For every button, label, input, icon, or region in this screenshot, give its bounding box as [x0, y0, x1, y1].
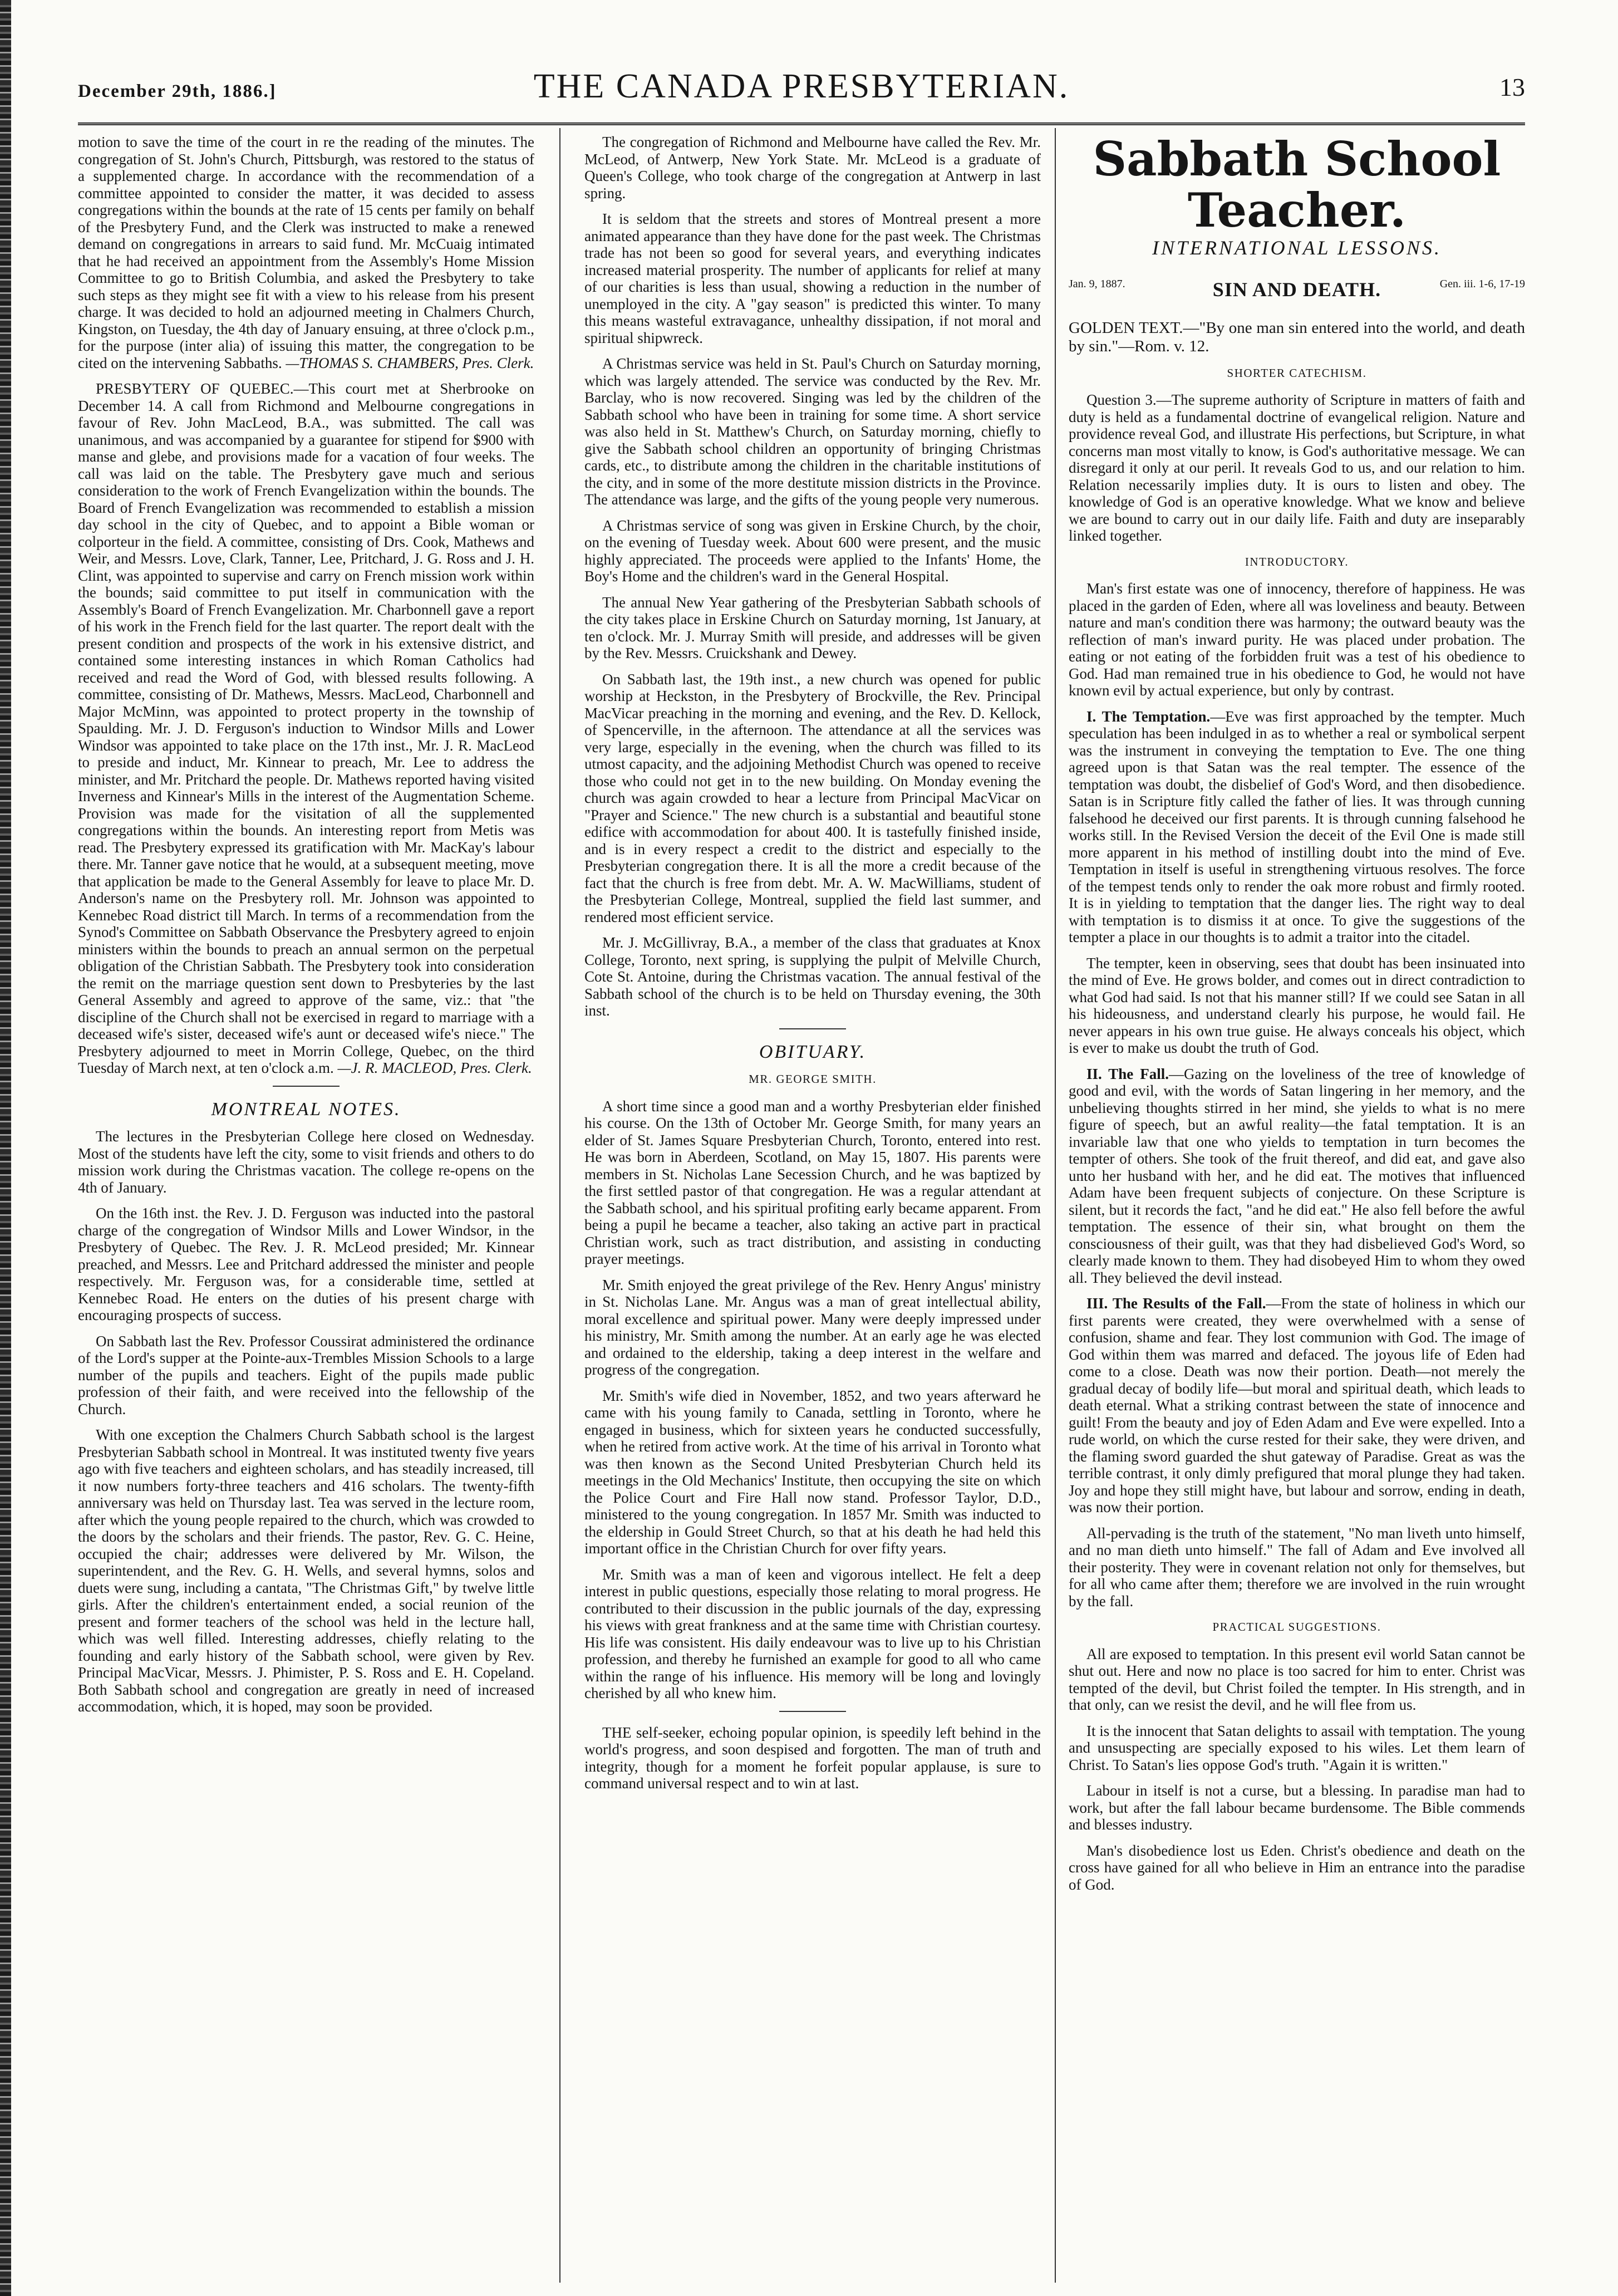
article-paragraph: The lectures in the Presbyterian College here closed on Wednesday. Most of the students have left the city, some to visit friends and others to do mission work during the Christmas vacation. The college re-opens on the 4th of January.	[78, 1128, 534, 1196]
masthead-rule	[78, 122, 1525, 125]
article-paragraph: Question 3.—The supreme authority of Scripture in matters of faith and duty is held as a fundamental doctrine of evangelical religion. Nature and providence reveal God, and illustrate His perfections, but Scripture, in what concerns man most vitally to know, is God's authoritative message. We can disregard it only at our peril. It reveals God to us, and our relation to him. Relation necessarily implies duty. It is ours to listen and obey. The knowledge of God is an operative knowledge. What we know and believe we are bound to carry out in our daily life. Faith and duty are inseparably linked together.	[1069, 391, 1525, 544]
section-title: Sabbath School Teacher.	[1093, 134, 1501, 238]
article-paragraph: The congregation of Richmond and Melbourne have called the Rev. Mr. McLeod, of Antwerp, New York State. Mr. McLeod is a graduate of Queen's College, who took charge of the congregation at Antwerp in last spring.	[584, 134, 1041, 202]
article-paragraph: On the 16th inst. the Rev. J. D. Ferguson was inducted into the pastoral charge of the congregation of Windsor Mills and Lower Windsor, in the Presbytery of Quebec. The Rev. J. R. McLeod presided; Mr. Kinnear preached, and Messrs. Lee and Pritchard addressed the minister and people respectively. Mr. Ferguson was, for a considerable time, settled at Kennebec Road. He enters on the duties of his present charge with encouraging prospects of success.	[78, 1205, 534, 1323]
lesson-header	[1069, 276, 1525, 315]
article-paragraph: THE self-seeker, echoing popular opinion, is speedily left behind in the world's progress, and soon despised and forgotten. The man of truth and integrity, though for a moment he forfeit popular applause, is sure to command universal respect and to win at last.	[584, 1724, 1041, 1792]
article-paragraph: A Christmas service of song was given in Erskine Church, by the choir, on the evening of Tuesday week. About 600 were present, and the music highly appreciated. The proceeds were applied to the Infants' Home, the Boy's Home and the children's ward in the General Hospital.	[584, 517, 1041, 585]
article-paragraph: Mr. Smith's wife died in November, 1852, and two years afterward he came with his young family to Canada, settling in Toronto, where he engaged in business, which for sixteen years he conducted successfully, when he retired from active work. At the time of his arrival in Toronto what was then known as the Second United Presbyterian Church held its meetings in the Old Mechanics' Institute, then occupying the site on which the Police Court and Fire Hall now stand. Professor Taylor, D.D., ministered to the young congregation. In 1857 Mr. Smith was inducted to the eldership in Gould Street Church, so that at his death he had held this important office in the Christian Church for over fifty years.	[584, 1387, 1041, 1557]
article-paragraph: On Sabbath last, the 19th inst., a new church was opened for public worship at Heckston, in the Presbytery of Brockville, the Rev. Principal MacVicar preaching in the morning and evening, and the Rev. D. Kellock, of Spencerville, in the afternoon. The attendance at all the services was very large, especially in the evening, when the church was filled to its utmost capacity, and the adjoining Methodist Church was opened to receive those who could not get in to the new building. On Monday evening the church was again crowded to hear a lecture from Principal MacVicar on "Prayer and Science." The new church is a substantial and beautiful stone edifice with accommodation for about 400. It is tastefully finished inside, and is in every respect a credit to the district and especially to the Presbyterian congregation there. It is all the more a credit because of the fact that the church is free from debt. Mr. A. W. MacWilliams, student of the Presbyterian College, Montreal, supplied the field last summer, and rendered most efficient service.	[584, 670, 1041, 925]
lesson-title: SIN AND DEATH.	[1212, 278, 1381, 301]
column-1	[78, 134, 534, 2283]
article-paragraph: Mr. Smith enjoyed the great privilege of the Rev. Henry Angus' ministry in St. Nicholas Lane. Mr. Angus was a man of great intellectual ability, moral excellence and spiritual power. Many were deeply impressed under his ministry, Mr. Smith among the number. At an early age he was elected and ordained to the eldership, taking a deep interest in the welfare and progress of the congregation.	[584, 1276, 1041, 1378]
article-paragraph: motion to save the time of the court in re the reading of the minutes. The congregation of St. John's Church, Pittsburgh, was restored to the status of a supplemented charge. In accordance with the recommendation of a committee appointed to consider the matter, it was decided to assess congregations within the bounds at the rate of 15 cents per family on behalf of the Presbytery Fund, and the Clerk was instructed to make a renewed demand on congregations in arrears to said fund. Mr. McCuaig intimated that he had received an appointment from the Assembly's Home Mission Committee to go to British Columbia, and asked the Presbytery to take such steps as they might see fit with a view to his release from his present charge. It was decided to hold an adjourned meeting in Chalmers Church, Kingston, on Tuesday, the 4th day of January ensuing, at three o'clock p.m., for the purpose (inter alia) of issuing this matter, the congregation to be cited on the intervening Sabbaths. —THOMAS S. CHAMBERS, Pres. Clerk.	[78, 134, 534, 371]
article-paragraph: All are exposed to temptation. In this present evil world Satan cannot be shut out. Here and now no place is too sacred for him to enter. Christ was tempted of the devil, but Christ foiled the tempter. In His strength, and in that only, can we resist the devil, and he will flee from us.	[1069, 1645, 1525, 1713]
catechism-heading: SHORTER CATECHISM.	[1227, 366, 1367, 380]
obituary-subject: MR. GEORGE SMITH.	[749, 1072, 877, 1086]
article-paragraph: It is seldom that the streets and stores of Montreal present a more animated appearance than they have done for the past week. The Christmas trade has not been so good for several years, and everything indicates increased material prosperity. The number of applicants for relief at many of our charities is less than usual, showing a reduction in the number of unemployed in the city. A "gay season" is predicted this winter. To many this means wasteful extravagance, unhealthy dissipation, if not moral and spiritual shipwreck.	[584, 210, 1041, 346]
column-2	[584, 134, 1041, 2283]
masthead	[78, 67, 1525, 111]
obituary-heading: OBITUARY.	[759, 1041, 867, 1062]
scan-edge	[0, 0, 11, 2296]
article-paragraph: Man's first estate was one of innocency, therefore of happiness. He was placed in the garden of Eden, where all was loveliness and beauty. Between nature and man's condition there was harmony; the outward beauty was the reflection of man's inward purity. He was placed under probation. The eating or not eating of the forbidden fruit was a test of his obedience to God. Had man remained true in his obedience to God, he would not have known evil by actual experience, but only by contrast.	[1069, 580, 1525, 699]
page-number: 13	[1499, 73, 1525, 101]
section-rule	[779, 1028, 846, 1029]
section-subtitle: INTERNATIONAL LESSONS.	[1152, 237, 1442, 259]
article-paragraph: Man's disobedience lost us Eden. Christ's obedience and death on the cross have gained for all who believe in Him an entrance into the paradise of God.	[1069, 1842, 1525, 1893]
article-paragraph: All-pervading is the truth of the statement, "No man liveth unto himself, and no man dieth unto himself." The fall of Adam and Eve involved all their posterity. They were in covenant relation not only for themselves, but for all who came after them; therefore we are involved in the ruin wrought by the fall.	[1069, 1524, 1525, 1610]
practical-suggestions-heading: PRACTICAL SUGGESTIONS.	[1212, 1620, 1381, 1633]
golden-text: GOLDEN TEXT.—"By one man sin entered into the world, and death by sin."—Rom. v. 12.	[1069, 318, 1525, 355]
article-paragraph: Mr. J. McGillivray, B.A., a member of the class that graduates at Knox College, Toronto, next spring, is supplying the pulpit of Melville Church, Cote St. Antoine, during the Christmas vacation. The annual festival of the Sabbath school of the church is to be held on Thursday evening, the 30th inst.	[584, 934, 1041, 1019]
article-paragraph: It is the innocent that Satan delights to assail with temptation. The young and unsuspecting are specially exposed to his wiles. Let them learn of Christ. To Satan's lies oppose God's truth. "Again it is written."	[1069, 1722, 1525, 1773]
article-paragraph: PRESBYTERY OF QUEBEC.—This court met at Sherbrooke on December 14. A call from Richmond and Melbourne congregations in favour of Rev. John MacLeod, B.A., was submitted. The call was unanimous, and was accompanied by a guarantee for stipend for $900 with manse and glebe, and provisions made for a vacation of four weeks. The call was laid on the table. The Presbytery gave much and serious consideration to the work of French Evangelization within the bounds. The Board of French Evangelization was recommended to establish a mission day school in the city of Quebec, and to appoint a Bible woman or colporteur in the field. A committee, consisting of Drs. Cook, Mathews and Weir, and Messrs. Love, Clark, Tanner, Lee, Pritchard, J. G. Ross and J. H. Clint, was appointed to supervise and carry on French mission work within the bounds; said committee to put itself in communication with the Assembly's Board of French Evangelization. Mr. Charbonnell gave a report of his work in the French field for the last quarter. The report dealt with the present condition and prospects of the work in his extensive district, and contained some interesting instances in which Roman Catholics had received and read the Word of God, with blessed results following. A committee, consisting of Dr. Mathews, Messrs. MacLeod, Charbonnell and Major McMinn, was appointed to protect property in the township of Spaulding. Mr. J. D. Ferguson's induction to Windsor Mills and Lower Windsor was appointed to take place on the 17th inst., Mr. J. R. MacLeod to preside and induct, Mr. Kinnear to preach, Mr. Lee to address the minister, and Mr. Pritchard the people. Dr. Mathews reported having visited Inverness and Kinnear's Mills in the interest of the Augmentation Scheme. Provision was made for the visitation of all the supplemented congregations within the bounds. An interesting report from Metis was read. The Presbytery expressed its gratification with Mr. MacKay's labour there. Mr. Tanner gave notice that he would, at a subsequent meeting, move that application be made to the General Assembly for leave to place Mr. D. Anderson's name on the Presbytery roll. Mr. Johnson was appointed to Kennebec Road district till March. In terms of a recommendation from the Synod's Committee on Sabbath Observance the Presbytery agreed to enjoin ministers within the bounds to preach an annual sermon on the perpetual obligation of the Christian Sabbath. The Presbytery took into consideration the remit on the marriage question sent down to Presbyteries by the last General Assembly and agreed to approve of the same, viz.: that "the discipline of the Church shall not be exercised in regard to marriage with a deceased wife's sister, deceased wife's aunt or deceased wife's niece." The Presbytery adjourned to meet in Morrin College, Quebec, on the third Tuesday of March next, at ten o'clock a.m. —J. R. MACLEOD, Pres. Clerk.	[78, 380, 534, 1076]
introductory-heading: INTRODUCTORY.	[1245, 555, 1349, 568]
article-paragraph: A Christmas service was held in St. Paul's Church on Saturday morning, which was largely attended. The service was conducted by the Rev. Mr. Barclay, who is now recovered. Singing was led by the children of the Sabbath school who have been in training for some time. A short service was also held in St. Matthew's Church, on Saturday morning, chiefly to give the Sabbath school children an opportunity of bringing Christmas cards, etc., to distribute among the children in the charitable institutions of the city, and in some of the more destitute mission districts in the Province. The attendance was large, and the gifts of the young people very numerous.	[584, 355, 1041, 508]
article-paragraph: The annual New Year gathering of the Presbyterian Sabbath schools of the city takes place in Erskine Church on Saturday morning, 1st January, at ten o'clock. Mr. J. Murray Smith will preside, and addresses will be given by the Rev. Messrs. Cruickshank and Dewey.	[584, 593, 1041, 661]
article-paragraph: II. The Fall.—Gazing on the loveliness of the tree of knowledge of good and evil, with the words of Satan lingering in her memory, and the unbelieving thoughts stirred in her mind, she yields to what is no mere figure of speech, but an awful reality—the fatal temptation. It is an invariable law that one who yields to temptation in turn becomes the tempter of others. She took of the fruit thereof, and did eat, and gave also unto her husband with her, and he did eat. The motives that influenced Adam have been frequent subjects of conjecture. On these Scripture is silent, but it records the fact, "and he did eat." He also fell before the awful temptation. The essence of their sin, what brought on them the consciousness of their guilt, was that they had disbelieved God's Word, so clearly made known to them. They had disobeyed Him to whom they owed all. They believed the devil instead.	[1069, 1065, 1525, 1286]
newspaper-title: THE CANADA PRESBYTERIAN.	[533, 67, 1070, 105]
article-paragraph: On Sabbath last the Rev. Professor Coussirat administered the ordinance of the Lord's supper at the Pointe-aux-Trembles Mission Schools to a large number of the pupils and teachers. Eight of the pupils made public profession of their faith, and were received into the fellowship of the Church.	[78, 1332, 534, 1417]
article-paragraph: III. The Results of the Fall.—From the state of holiness in which our first parents were created, they were overwhelmed with a sense of confusion, shame and fear. They lost communion with God. The image of God within them was marred and defaced. The joyous life of Eden had come to a close. Death was now their portion. Death—not merely the gradual decay of bodily life—but moral and spiritual death, which leads to death eternal. What a striking contrast between the state of innocence and guilt! From the beauty and joy of Eden Adam and Eve were expelled. Into a rude world, on which the curse rested for their sake, they were driven, and the flaming sword guarded the shut gateway of Paradise. Great as was the terrible contrast, it only dimly prefigured that moral plunge they had taken. Joy and hope they still might have, but labour and sorrow, ending in death, was now their portion.	[1069, 1295, 1525, 1515]
lesson-date: Jan. 9, 1887.	[1069, 277, 1125, 290]
section-rule	[273, 1086, 340, 1087]
issue-date: December 29th, 1886.]	[78, 81, 277, 101]
column-divider-1	[559, 128, 560, 2283]
article-paragraph: A short time since a good man and a worthy Presbyterian elder finished his course. On the 13th of October Mr. George Smith, for many years an elder of St. James Square Presbyterian Church, Toronto, entered into rest. He was born in Aberdeen, Scotland, on May 15, 1807. His parents were members in St. Nicholas Lane Secession Church, and he was baptized by the first settled pastor of that congregation. He was a regular attendant at the Sabbath school, and his spiritual profiting early became apparent. From being a pupil he became a teacher, also taking an active part in practical Christian work, such as tract distribution, and assisting in conducting prayer meetings.	[584, 1097, 1041, 1267]
article-paragraph: Mr. Smith was a man of keen and vigorous intellect. He felt a deep interest in public questions, especially those relating to moral progress. He contributed to their discussion in the public journals of the day, expressing his views with great frankness and at the same time with Christian courtesy. His life was consistent. His daily endeavour was to live up to his Christian profession, and thereby he furnished an example for good to all who came within the range of his influence. His memory will be long and lovingly cherished by all who knew him.	[584, 1566, 1041, 1701]
section-rule	[779, 1711, 846, 1712]
lesson-reference: Gen. iii. 1-6, 17-19	[1439, 277, 1525, 290]
article-paragraph: The tempter, keen in observing, sees that doubt has been insinuated into the mind of Eve. He grows bolder, and comes out in direct contradiction to what God had said. Is not that his manner still? If we could see Satan in all his hideousness, and understand clearly his purpose, he would fail. He never appears in his own true guise. He always conceals his object, which is ever to make us doubt the truth of God.	[1069, 954, 1525, 1056]
column-divider-2	[1055, 128, 1056, 2283]
column-3	[1069, 134, 1525, 2283]
article-paragraph: I. The Temptation.—Eve was first approached by the tempter. Much speculation has been indulged in as to whether a real or symbolical serpent was the instrument in conveying the temptation to Eve. The one thing agreed upon is that Satan was the real tempter. The essence of the temptation was doubt, the disbelief of God's Word, and then disobedience. Satan is in Scripture fitly called the father of lies. It was through cunning falsehood he deceived our first parents. It is through cunning falsehood he works still. In the Revised Version the deceit of the Evil One is made still more apparent in his method of instilling doubt into the mind of Eve. Temptation in itself is useful in strengthening virtuous resolves. The force of the tempest tends only to render the oak more robust and firmly rooted. It is in yielding to temptation that the danger lies. The right way to deal with temptation is to dismiss it at once. To give the suggestions of the tempter a place in our thoughts is to admit a traitor into the citadel.	[1069, 708, 1525, 945]
article-paragraph: Labour in itself is not a curse, but a blessing. In paradise man had to work, but after the fall labour became burdensome. The Bible commends and blesses industry.	[1069, 1782, 1525, 1833]
article-paragraph: With one exception the Chalmers Church Sabbath school is the largest Presbyterian Sabbath school in Montreal. It was instituted twenty five years ago with five teachers and eighteen scholars, and has steadily increased, till it now numbers forty-three teachers and 416 scholars. The twenty-fifth anniversary was held on Thursday last. Tea was served in the lecture room, after which the young people repaired to the church, which was crowded to the doors by the scholars and their friends. The pastor, Rev. G. C. Heine, occupied the chair; addresses were delivered by Mr. Wilson, the superintendent, and the Rev. G. H. Wells, and several hymns, solos and duets were sung, including a cantata, "The Christmas Gift," by twelve little girls. After the children's entertainment ended, a social reunion of the present and former teachers of the school was held in the lecture hall, which was well filled. Interesting addresses, chiefly relating to the founding and early history of the Sabbath school, were given by Rev. Principal MacVicar, Messrs. J. Phimister, P. S. Ross and E. H. Copeland. Both Sabbath school and congregation are greatly in need of increased accommodation, which, it is hoped, may soon be provided.	[78, 1426, 534, 1715]
montreal-notes-heading: MONTREAL NOTES.	[211, 1098, 401, 1120]
